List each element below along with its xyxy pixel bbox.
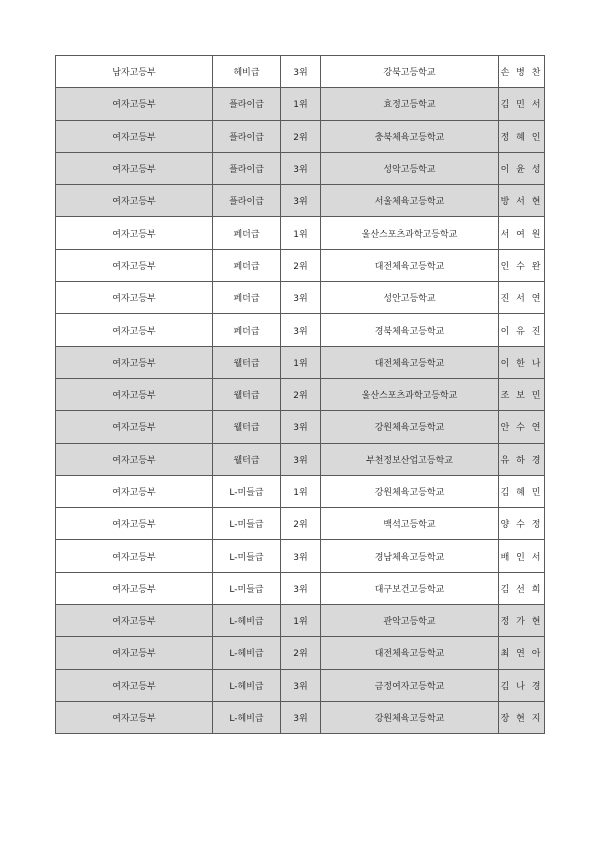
cell-school: 서울체육고등학교 xyxy=(321,185,499,217)
table-row xyxy=(56,249,545,281)
cell-athlete-name: 김 나 경 xyxy=(499,669,545,701)
cell-weight-class: 플라이급 xyxy=(213,185,281,217)
cell-athlete-name: 조 보 민 xyxy=(499,378,545,410)
cell-athlete-name: 방 서 현 xyxy=(499,185,545,217)
table-row xyxy=(56,411,545,443)
results-table-body xyxy=(56,56,545,734)
cell-division: 여자고등부 xyxy=(56,346,213,378)
cell-weight-class: L-헤비급 xyxy=(213,701,281,733)
cell-rank: 3위 xyxy=(281,152,321,184)
cell-weight-class: L-미들급 xyxy=(213,572,281,604)
cell-division: 여자고등부 xyxy=(56,701,213,733)
cell-weight-class: 페더급 xyxy=(213,282,281,314)
cell-athlete-name: 안 수 연 xyxy=(499,411,545,443)
cell-school: 백석고등학교 xyxy=(321,508,499,540)
cell-division: 여자고등부 xyxy=(56,88,213,120)
cell-weight-class: L-미들급 xyxy=(213,540,281,572)
cell-weight-class: 웰터급 xyxy=(213,443,281,475)
cell-school: 충북체육고등학교 xyxy=(321,120,499,152)
table-row xyxy=(56,508,545,540)
cell-athlete-name: 이 한 나 xyxy=(499,346,545,378)
cell-division: 여자고등부 xyxy=(56,669,213,701)
cell-weight-class: 웰터급 xyxy=(213,411,281,443)
cell-rank: 1위 xyxy=(281,217,321,249)
cell-weight-class: 페더급 xyxy=(213,249,281,281)
cell-weight-class: 플라이급 xyxy=(213,88,281,120)
cell-rank: 3위 xyxy=(281,314,321,346)
cell-division: 여자고등부 xyxy=(56,637,213,669)
table-row xyxy=(56,443,545,475)
cell-division: 여자고등부 xyxy=(56,120,213,152)
cell-division: 여자고등부 xyxy=(56,572,213,604)
table-row xyxy=(56,314,545,346)
cell-rank: 3위 xyxy=(281,185,321,217)
cell-school: 성안고등학교 xyxy=(321,282,499,314)
cell-rank: 2위 xyxy=(281,120,321,152)
cell-rank: 3위 xyxy=(281,669,321,701)
cell-weight-class: L-헤비급 xyxy=(213,605,281,637)
cell-rank: 2위 xyxy=(281,378,321,410)
cell-school: 대전체육고등학교 xyxy=(321,346,499,378)
cell-rank: 3위 xyxy=(281,572,321,604)
cell-school: 성악고등학교 xyxy=(321,152,499,184)
cell-school: 강원체육고등학교 xyxy=(321,475,499,507)
cell-rank: 1위 xyxy=(281,605,321,637)
cell-weight-class: L-헤비급 xyxy=(213,669,281,701)
cell-rank: 1위 xyxy=(281,88,321,120)
cell-school: 관악고등학교 xyxy=(321,605,499,637)
cell-division: 여자고등부 xyxy=(56,508,213,540)
cell-school: 대전체육고등학교 xyxy=(321,637,499,669)
cell-school: 효정고등학교 xyxy=(321,88,499,120)
cell-rank: 3위 xyxy=(281,56,321,88)
cell-school: 부천정보산업고등학교 xyxy=(321,443,499,475)
cell-school: 대구보건고등학교 xyxy=(321,572,499,604)
cell-rank: 3위 xyxy=(281,540,321,572)
table-row xyxy=(56,669,545,701)
cell-division: 여자고등부 xyxy=(56,605,213,637)
cell-rank: 1위 xyxy=(281,475,321,507)
cell-athlete-name: 인 수 완 xyxy=(499,249,545,281)
cell-athlete-name: 양 수 정 xyxy=(499,508,545,540)
cell-weight-class: L-미들급 xyxy=(213,475,281,507)
cell-athlete-name: 진 서 연 xyxy=(499,282,545,314)
table-row xyxy=(56,572,545,604)
table-row xyxy=(56,185,545,217)
cell-athlete-name: 최 연 아 xyxy=(499,637,545,669)
cell-athlete-name: 이 유 진 xyxy=(499,314,545,346)
cell-weight-class: 웰터급 xyxy=(213,346,281,378)
cell-division: 여자고등부 xyxy=(56,443,213,475)
cell-rank: 1위 xyxy=(281,346,321,378)
cell-school: 강원체육고등학교 xyxy=(321,411,499,443)
table-row xyxy=(56,475,545,507)
table-row xyxy=(56,56,545,88)
cell-rank: 3위 xyxy=(281,282,321,314)
table-row xyxy=(56,605,545,637)
cell-rank: 2위 xyxy=(281,249,321,281)
cell-division: 여자고등부 xyxy=(56,475,213,507)
results-table xyxy=(55,55,545,734)
cell-rank: 2위 xyxy=(281,508,321,540)
cell-school: 울산스포츠과학고등학교 xyxy=(321,378,499,410)
cell-division: 여자고등부 xyxy=(56,217,213,249)
cell-division: 여자고등부 xyxy=(56,411,213,443)
cell-athlete-name: 김 혜 민 xyxy=(499,475,545,507)
cell-weight-class: 플라이급 xyxy=(213,152,281,184)
table-row xyxy=(56,152,545,184)
cell-athlete-name: 서 여 원 xyxy=(499,217,545,249)
cell-school: 경북체육고등학교 xyxy=(321,314,499,346)
cell-weight-class: 페더급 xyxy=(213,314,281,346)
cell-division: 여자고등부 xyxy=(56,378,213,410)
table-row xyxy=(56,282,545,314)
cell-school: 금정여자고등학교 xyxy=(321,669,499,701)
table-row xyxy=(56,540,545,572)
cell-athlete-name: 유 하 경 xyxy=(499,443,545,475)
table-row xyxy=(56,378,545,410)
cell-athlete-name: 정 혜 인 xyxy=(499,120,545,152)
cell-athlete-name: 손 병 찬 xyxy=(499,56,545,88)
cell-rank: 3위 xyxy=(281,443,321,475)
cell-athlete-name: 장 현 지 xyxy=(499,701,545,733)
cell-athlete-name: 김 선 희 xyxy=(499,572,545,604)
cell-division: 여자고등부 xyxy=(56,152,213,184)
cell-school: 강원체육고등학교 xyxy=(321,701,499,733)
table-row xyxy=(56,346,545,378)
cell-division: 여자고등부 xyxy=(56,282,213,314)
cell-division: 여자고등부 xyxy=(56,185,213,217)
cell-weight-class: L-헤비급 xyxy=(213,637,281,669)
cell-rank: 2위 xyxy=(281,637,321,669)
cell-school: 강북고등학교 xyxy=(321,56,499,88)
cell-athlete-name: 이 윤 성 xyxy=(499,152,545,184)
cell-rank: 3위 xyxy=(281,701,321,733)
table-row xyxy=(56,701,545,733)
cell-athlete-name: 배 인 서 xyxy=(499,540,545,572)
cell-athlete-name: 정 가 현 xyxy=(499,605,545,637)
cell-weight-class: 페더급 xyxy=(213,217,281,249)
cell-weight-class: 웰터급 xyxy=(213,378,281,410)
cell-rank: 3위 xyxy=(281,411,321,443)
cell-weight-class: L-미들급 xyxy=(213,508,281,540)
cell-division: 남자고등부 xyxy=(56,56,213,88)
cell-weight-class: 헤비급 xyxy=(213,56,281,88)
cell-division: 여자고등부 xyxy=(56,249,213,281)
table-row xyxy=(56,120,545,152)
cell-school: 울산스포츠과학고등학교 xyxy=(321,217,499,249)
cell-weight-class: 플라이급 xyxy=(213,120,281,152)
cell-school: 경남체육고등학교 xyxy=(321,540,499,572)
table-row xyxy=(56,637,545,669)
cell-athlete-name: 김 민 서 xyxy=(499,88,545,120)
cell-school: 대전체육고등학교 xyxy=(321,249,499,281)
cell-division: 여자고등부 xyxy=(56,314,213,346)
cell-division: 여자고등부 xyxy=(56,540,213,572)
table-row xyxy=(56,217,545,249)
table-row xyxy=(56,88,545,120)
